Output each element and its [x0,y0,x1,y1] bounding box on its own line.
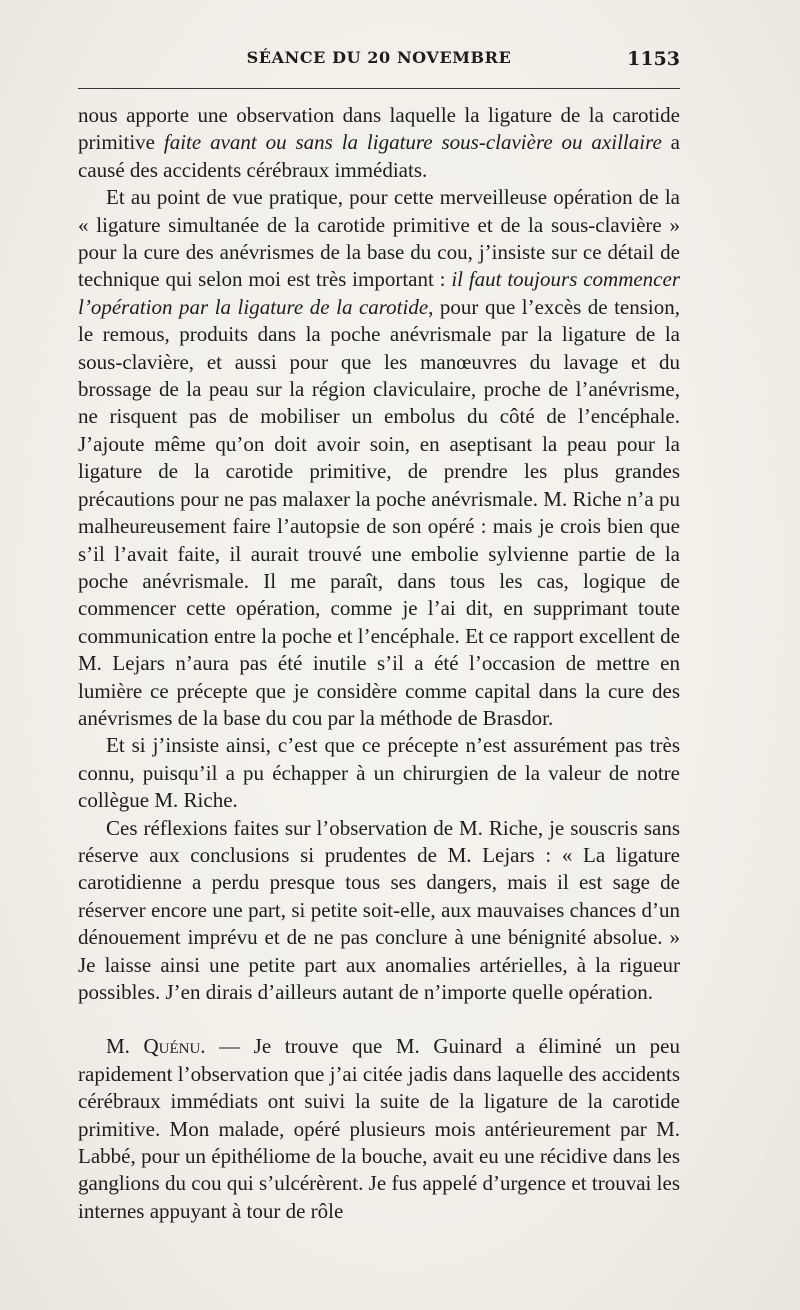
paragraph-text: a causé des accidents cérébraux immédiats. [78,130,680,182]
running-title: SÉANCE DU 20 NOVEMBRE [246,48,512,67]
italic-emphasis: il faut toujours commencer l’opération par la ligature de la carotide [78,267,680,319]
speaker-name: M. Quénu. [106,1034,206,1059]
page-header [78,48,680,74]
paragraph-text: Et au point de vue pratique, pour cette merveilleuse opération de la « ligature simultanée de la carotide primitive et de la sous-clavière » pour la cure des anévrismes de la base du cou, j’insiste sur ce détail de technique qui selon moi est très important : [78,185,680,292]
paragraph-3: Et si j’insiste ainsi, c’est que ce précepte n’est assurément pas très connu, puisqu’il a pu échapper à un chirurgien de la valeur de notre collègue M. Riche. [78,733,680,813]
paragraph-text: , pour que l’excès de tension, le remous, produits dans la poche anévrismale par la ligature de la sous-clavière, et aussi pour que les manœuvres du lavage et du brossage de la peau sur la région claviculaire, proche de l’anévrisme, ne risquent pas de mobiliser un embolus du côté de l’encéphale. J’ajoute même qu’on doit avoir soin, en aseptisant la peau pour la ligature de la carotide primitive, de prendre les plus grandes précautions pour ne pas malaxer la poche anévrismale. M. Riche n’a pu malheureusement faire l’autopsie de son opéré : mais je crois bien que s’il l’avait faite, il aurait trouvé une embolie sylvienne partie de la poche anévrismale. Il me paraît, dans tous les cas, logique de commencer cette opération, comme je l’ai dit, en supprimant toute communication entre la poche et l’encéphale. Et ce rapport excellent de M. Lejars n’aura pas été inutile s’il a été l’occasion de mettre en lumière ce précepte que je considère comme capital dans la cure des anévrismes de la base du cou par la méthode de Brasdor. [78,294,681,730]
body-text [78,102,680,1225]
header-rule [78,88,680,89]
page-number: 1153 [627,48,680,70]
paragraph-text: nous apporte une observation dans laquelle la ligature de la carotide primitive [78,103,680,155]
paragraph-2 [78,184,680,732]
paragraph-5 [78,1033,680,1225]
paragraph-text: — Je trouve que M. Guinard a éliminé un peu rapidement l’observation que j’ai citée jadis dans laquelle des accidents cérébraux immédiats ont suivi la suite de la ligature de la carotide primitive. Mon malade, opéré plusieurs mois antérieurement par M. Labbé, pour un épithéliome de la bouche, avait eu une récidive dans les ganglions du cou qui s’ulcérèrent. Je fus appelé d’urgence et trouvai les internes appuyant à tour de rôle [78,1034,680,1223]
section-gap [78,1006,680,1033]
paragraph-4: Ces réflexions faites sur l’observation de M. Riche, je souscris sans réserve aux conclusions si prudentes de M. Lejars : « La ligature carotidienne a perdu presque tous ses dangers, mais il est sage de réserver encore une part, si petite soit-elle, aux mauvaises chances d’un dénouement imprévu et de ne pas conclure à une bénignité absolue. » Je laisse ainsi une petite part aux anomalies artérielles, à la rigueur possibles. J’en dirais d’ailleurs autant de n’importe quelle opération. [78,815,680,1004]
paragraph-1 [78,102,680,184]
italic-emphasis: faite avant ou sans la ligature sous-clavière ou axillaire [163,130,662,155]
